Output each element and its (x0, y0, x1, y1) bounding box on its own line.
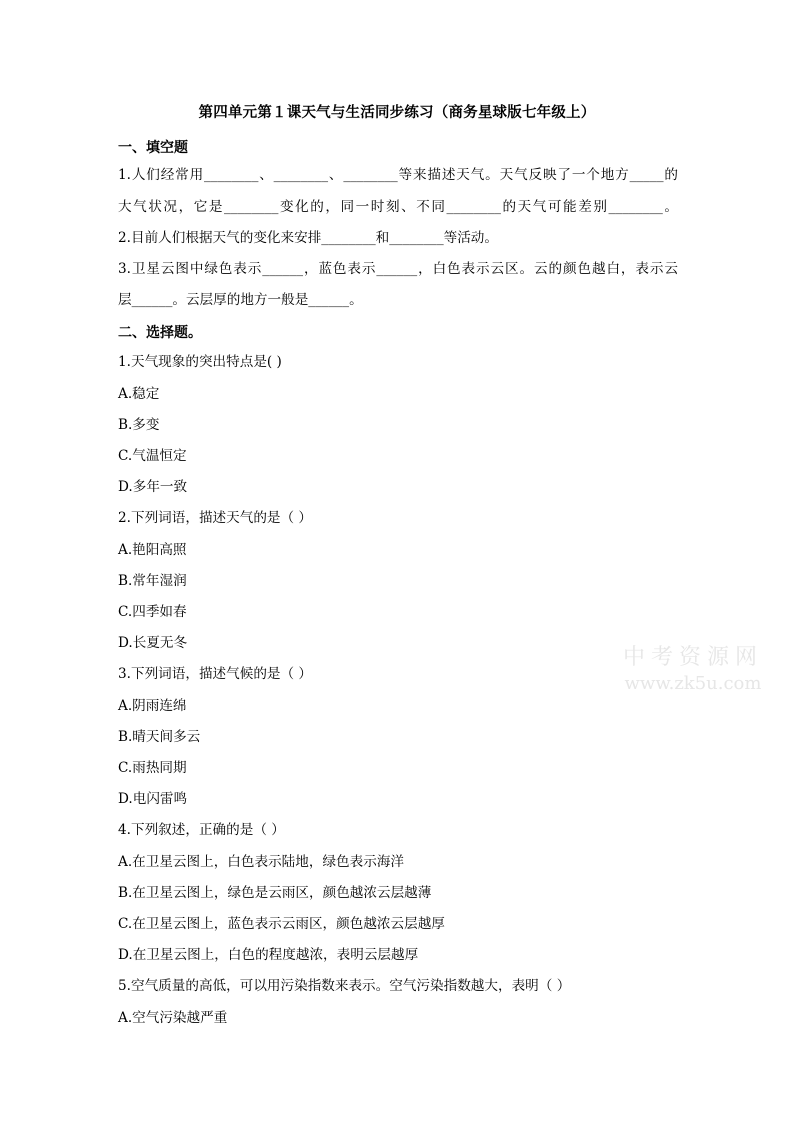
choice-option: C.在卫星云图上，蓝色表示云雨区，颜色越浓云层越厚 (118, 916, 445, 932)
section-heading-fill: 一、填空题 (118, 140, 188, 156)
choice-option: A.空气污染越严重 (118, 1010, 228, 1026)
fill-question-line: 层______。云层厚的地方一般是______。 (118, 292, 363, 308)
choice-option: B.常年湿润 (118, 573, 187, 589)
fill-question-line: 3.卫星云图中绿色表示______，蓝色表示______，白色表示云区。云的颜色越白，表示云 (118, 261, 678, 277)
choice-option: C.气温恒定 (118, 448, 187, 464)
fill-question-line: 大气状况，它是________变化的，同一时刻、不同________的天气可能差别________。 (118, 199, 678, 215)
choice-option: D.在卫星云图上，白色的程度越浓，表明云层越厚 (118, 947, 419, 963)
choice-question: 1.天气现象的突出特点是( ) (118, 354, 282, 370)
section-heading-choice: 二、选择题。 (118, 325, 202, 341)
choice-question: 5.空气质量的高低，可以用污染指数来表示。空气污染指数越大，表明（ ） (118, 978, 571, 994)
choice-option: D.长夏无冬 (118, 635, 188, 651)
choice-option: B.晴天间多云 (118, 729, 201, 745)
watermark-url: www.zk5u.com (624, 673, 762, 694)
page-title: 第四单元第１课天气与生活同步练习（商务星球版七年级上） (198, 105, 596, 121)
choice-option: A.在卫星云图上，白色表示陆地，绿色表示海洋 (118, 854, 405, 870)
fill-question-line: 2.目前人们根据天气的变化来安排________和________等活动。 (118, 230, 498, 246)
choice-option: B.在卫星云图上，绿色是云雨区，颜色越浓云层越薄 (118, 885, 432, 901)
choice-question: 2.下列词语，描述天气的是（ ） (118, 510, 313, 526)
choice-question: 4.下列叙述，正确的是（ ） (118, 822, 285, 838)
choice-question: 3.下列词语，描述气候的是（ ） (118, 666, 313, 682)
choice-option: C.四季如春 (118, 604, 187, 620)
choice-option: D.多年一致 (118, 479, 188, 495)
fill-question-line: 1.人们经常用________、________、________等来描述天气。天气反映了一个地方_____的 (118, 167, 678, 183)
choice-option: C.雨热同期 (118, 760, 187, 776)
choice-option: B.多变 (118, 417, 160, 433)
choice-option: D.电闪雷鸣 (118, 791, 188, 807)
watermark-name: 中考资源网 (622, 645, 763, 670)
choice-option: A.艳阳高照 (118, 542, 187, 558)
choice-option: A.稳定 (118, 386, 160, 402)
choice-option: A.阴雨连绵 (118, 698, 187, 714)
